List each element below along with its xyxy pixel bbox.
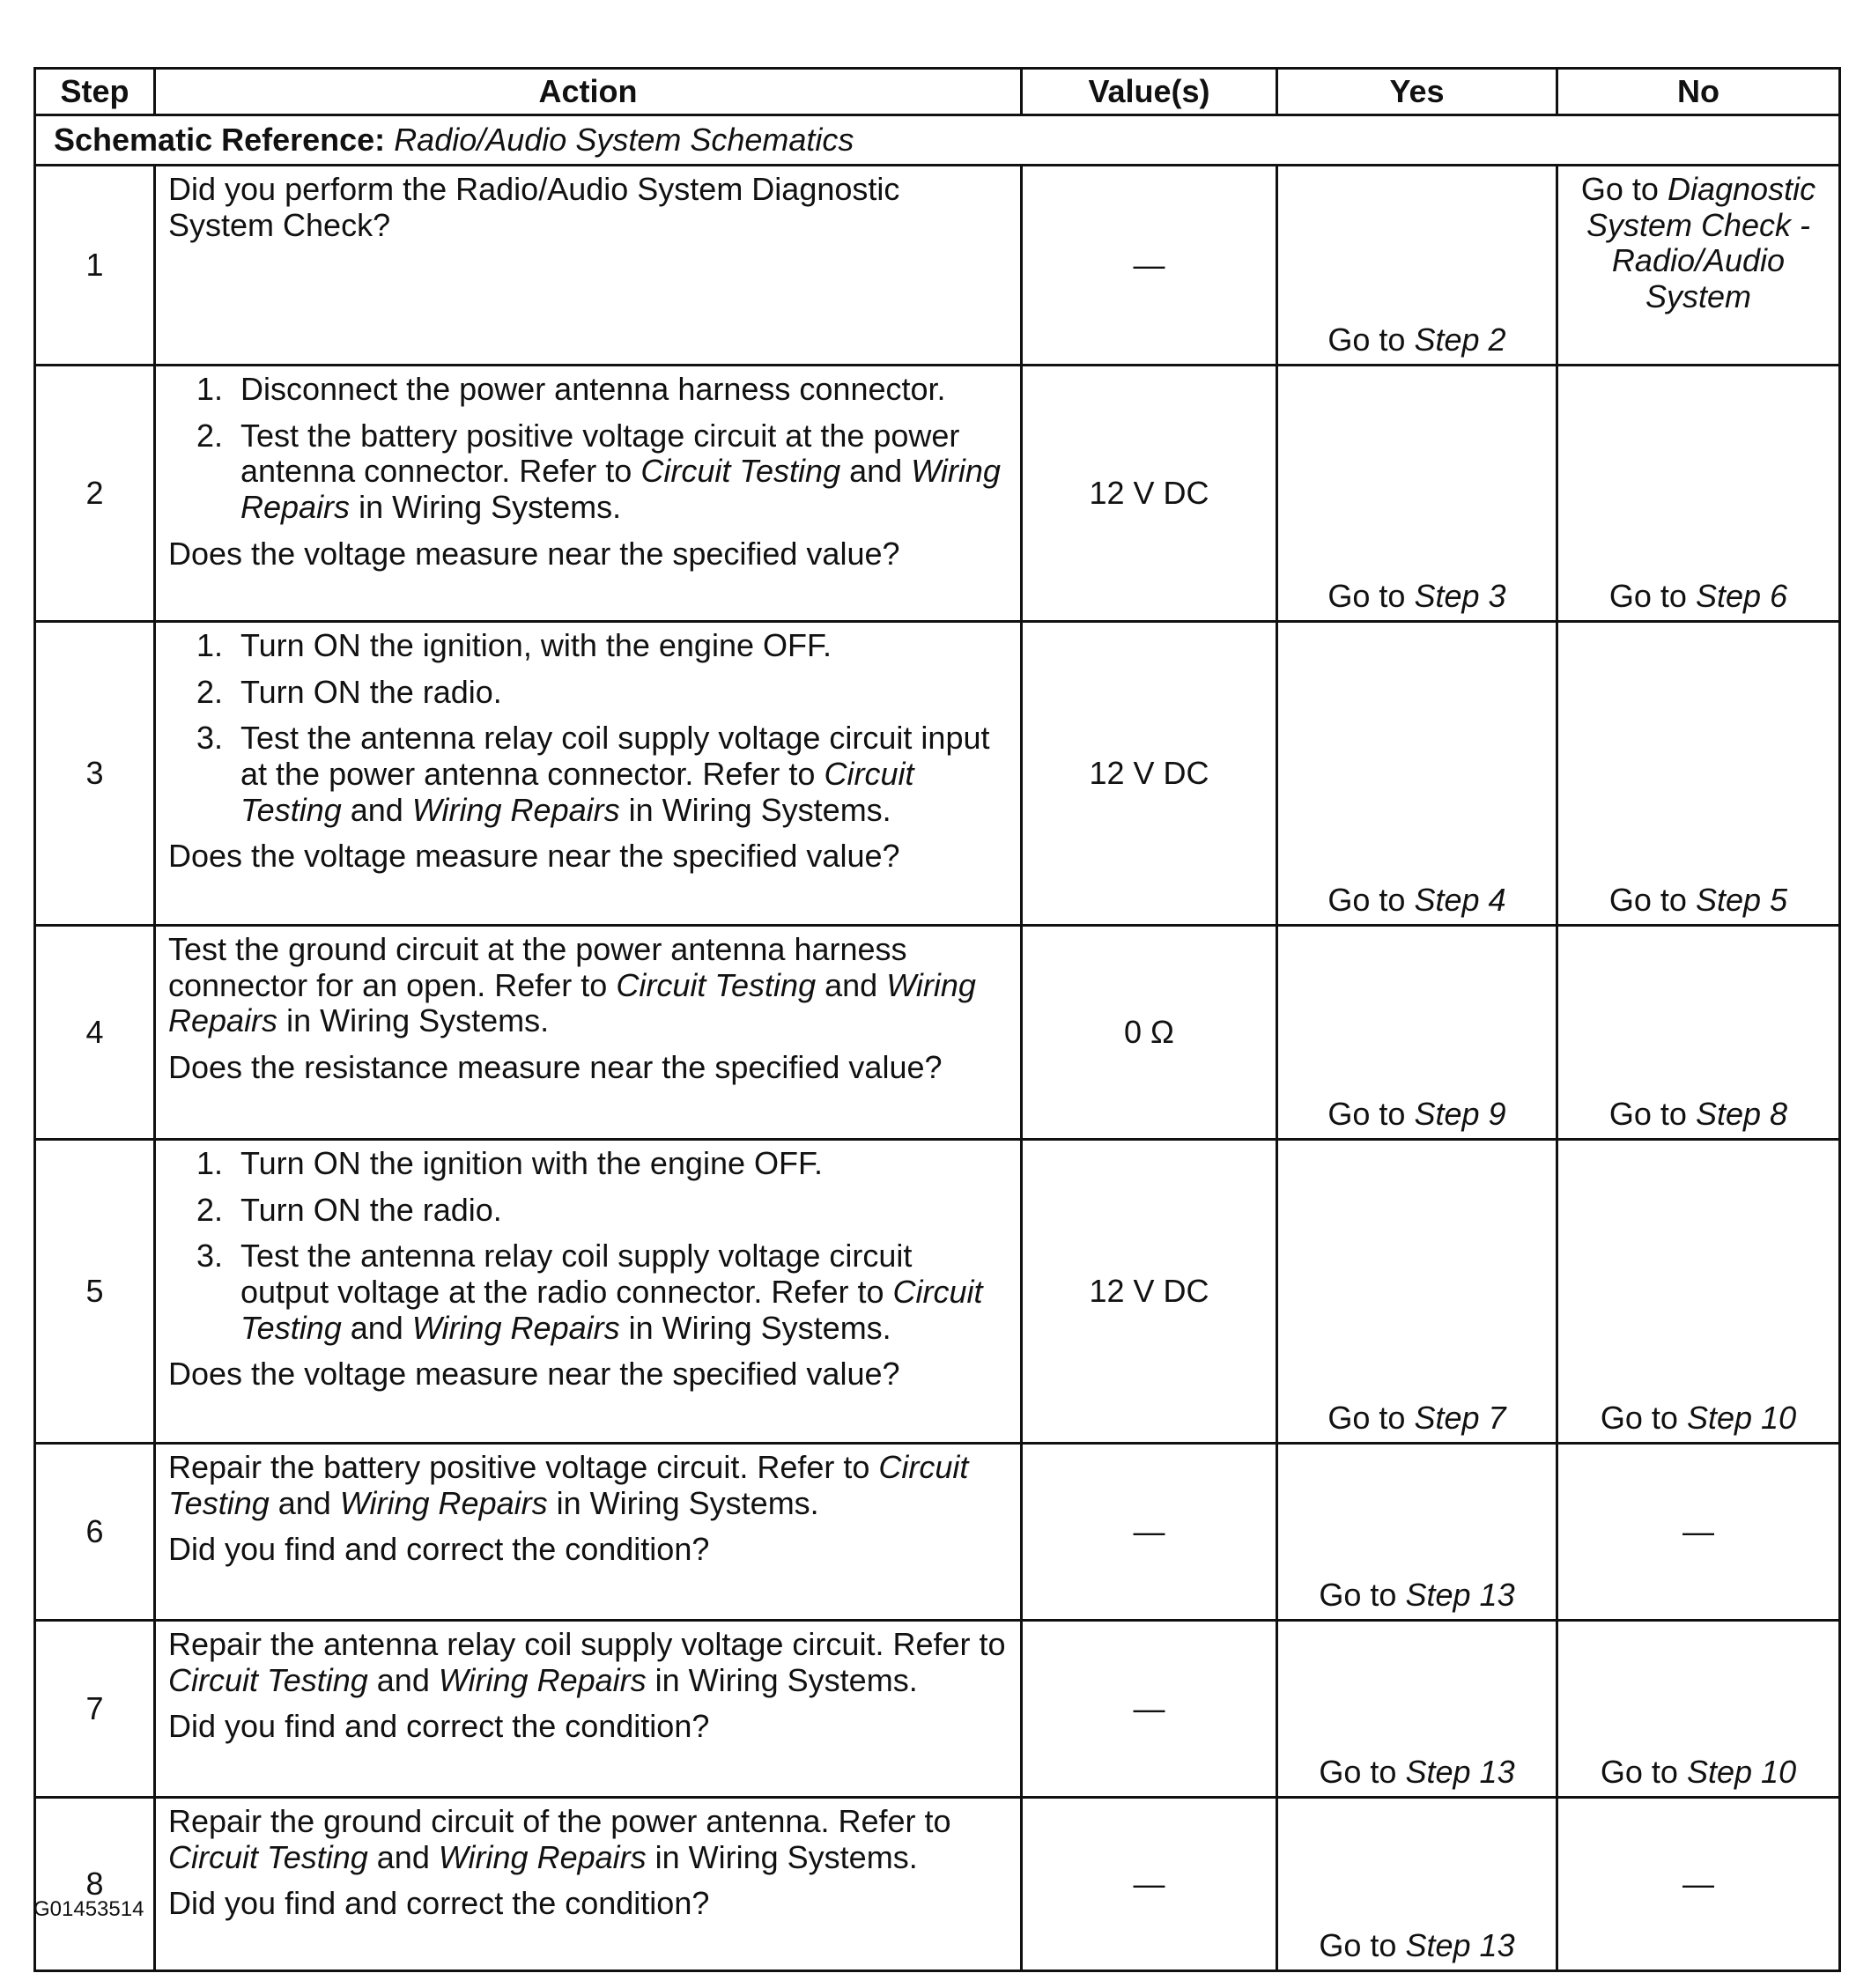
- action-text-tail: in Wiring Systems.: [654, 1661, 918, 1698]
- no-cell: [1557, 1621, 1840, 1798]
- item-number: 3.: [196, 720, 224, 757]
- item-text-tail: in Wiring Systems.: [359, 489, 622, 526]
- item-text: Test the antenna relay coil supply voltage circuit input at the power antenna connector. Refer to: [240, 720, 990, 793]
- no-prefix: Go to: [1600, 1754, 1678, 1791]
- action-question: Did you find and correct the condition?: [168, 1708, 710, 1745]
- no-cell: —: [1557, 1798, 1840, 1971]
- header-action: Action: [155, 69, 1022, 115]
- header-values: Value(s): [1022, 69, 1277, 115]
- no-link[interactable]: Step 6: [1695, 578, 1788, 615]
- item-and: and: [350, 791, 403, 828]
- no-cell: [1557, 926, 1840, 1140]
- action-step-item: [168, 721, 1008, 828]
- circuit-testing-link[interactable]: Circuit Testing: [168, 1838, 368, 1875]
- yes-cell: [1277, 622, 1557, 926]
- yes-cell: [1277, 1798, 1557, 1971]
- header-yes: Yes: [1277, 69, 1557, 115]
- step-number: 7: [35, 1621, 155, 1798]
- wiring-repairs-link[interactable]: Wiring Repairs: [411, 791, 620, 828]
- value-cell: —: [1022, 1444, 1277, 1621]
- yes-cell: [1277, 1140, 1557, 1444]
- no-prefix: Go to: [1608, 882, 1687, 919]
- schematic-reference-link[interactable]: Radio/Audio System Schematics: [394, 121, 854, 158]
- action-question: Does the voltage measure near the specified value?: [168, 535, 900, 572]
- action-and: and: [376, 1838, 430, 1875]
- value-cell: —: [1022, 1798, 1277, 1971]
- action-text: Test the ground circuit at the power antenna harness connector for an open. Refer to: [168, 931, 907, 1003]
- action-cell: [155, 1621, 1022, 1798]
- yes-link[interactable]: Step 13: [1405, 1577, 1515, 1614]
- action-and: and: [277, 1484, 331, 1521]
- wiring-repairs-link[interactable]: Wiring Repairs: [438, 1661, 647, 1698]
- yes-link[interactable]: Step 2: [1414, 321, 1506, 358]
- value-cell: 12 V DC: [1022, 1140, 1277, 1444]
- schematic-reference: [35, 115, 1840, 166]
- wiring-repairs-link[interactable]: Wiring Repairs: [438, 1838, 647, 1875]
- value-cell: 0 Ω: [1022, 926, 1277, 1140]
- no-link[interactable]: Step 8: [1695, 1096, 1788, 1133]
- action-steps: [168, 372, 1008, 526]
- action-step-item: [168, 628, 1008, 664]
- table-row: [35, 622, 1840, 926]
- step-number: 4: [35, 926, 155, 1140]
- action-step-item: [168, 372, 1008, 408]
- item-text: Turn ON the radio.: [240, 1191, 502, 1228]
- yes-prefix: Go to: [1319, 1577, 1397, 1614]
- no-cell: [1557, 166, 1840, 366]
- action-paragraph: [168, 1627, 1008, 1698]
- wiring-repairs-link[interactable]: Wiring Repairs: [168, 966, 976, 1039]
- item-number: 2.: [196, 417, 224, 454]
- no-link[interactable]: Step 10: [1686, 1754, 1797, 1791]
- header-step: Step: [35, 69, 155, 115]
- circuit-testing-link[interactable]: Circuit Testing: [168, 1449, 969, 1521]
- yes-cell: [1277, 926, 1557, 1140]
- yes-cell: [1277, 1621, 1557, 1798]
- wiring-repairs-link[interactable]: Wiring Repairs: [411, 1309, 620, 1346]
- step-number: 5: [35, 1140, 155, 1444]
- step-number: 6: [35, 1444, 155, 1621]
- item-text: Turn ON the ignition with the engine OFF.: [240, 1145, 823, 1181]
- value-cell: —: [1022, 1621, 1277, 1798]
- item-number: 2.: [196, 673, 224, 710]
- no-link[interactable]: Step 5: [1695, 882, 1788, 919]
- action-cell: [155, 166, 1022, 366]
- action-step-item: [168, 1146, 1008, 1182]
- figure-id: G01453514: [33, 1897, 144, 1921]
- schematic-reference-label: Schematic Reference:: [54, 121, 386, 158]
- yes-link[interactable]: Step 13: [1405, 1754, 1515, 1791]
- action-step-item: [168, 1238, 1008, 1346]
- item-text: Disconnect the power antenna harness connector.: [240, 371, 946, 407]
- header-no: No: [1557, 69, 1840, 115]
- action-question: Did you find and correct the condition?: [168, 1885, 710, 1922]
- action-cell: [155, 926, 1022, 1140]
- no-link[interactable]: Diagnostic System Check - Radio/Audio System: [1586, 171, 1816, 315]
- item-number: 1.: [196, 627, 224, 663]
- action-question: Does the voltage measure near the specified value?: [168, 838, 900, 875]
- action-question: Did you find and correct the condition?: [168, 1531, 710, 1568]
- item-text: Test the battery positive voltage circuit at the power antenna connector. Refer to: [240, 417, 960, 490]
- step-number: 8: [35, 1798, 155, 1971]
- no-prefix: Go to: [1608, 1096, 1687, 1133]
- step-number: 2: [35, 366, 155, 622]
- action-paragraph: [168, 1450, 1008, 1521]
- diagnostic-table: [33, 67, 1841, 1972]
- table-row: [35, 366, 1840, 622]
- action-cell: [155, 1140, 1022, 1444]
- action-text-tail: in Wiring Systems.: [556, 1484, 819, 1521]
- wiring-repairs-link[interactable]: Wiring Repairs: [339, 1484, 548, 1521]
- action-text-tail: in Wiring Systems.: [286, 1002, 550, 1039]
- action-question: Does the voltage measure near the specified value?: [168, 1356, 900, 1393]
- no-prefix: Go to: [1600, 1400, 1678, 1437]
- action-text: Repair the ground circuit of the power antenna. Refer to: [168, 1803, 951, 1839]
- table-row: [35, 1444, 1840, 1621]
- action-steps: [168, 628, 1008, 828]
- no-cell: —: [1557, 1444, 1840, 1621]
- no-link[interactable]: Step 10: [1686, 1400, 1797, 1437]
- no-cell: [1557, 366, 1840, 622]
- yes-prefix: Go to: [1319, 1927, 1397, 1964]
- action-and: and: [376, 1661, 430, 1698]
- action-steps: [168, 1146, 1008, 1346]
- yes-link[interactable]: Step 7: [1414, 1400, 1506, 1437]
- wiring-repairs-link[interactable]: Wiring Repairs: [240, 453, 1001, 526]
- action-text: Repair the battery positive voltage circuit. Refer to: [168, 1449, 870, 1485]
- circuit-testing-link[interactable]: Circuit Testing: [640, 453, 841, 490]
- action-step-item: [168, 675, 1008, 711]
- action-paragraph: [168, 1804, 1008, 1875]
- item-number: 1.: [196, 371, 224, 407]
- action-step-item: [168, 1193, 1008, 1229]
- yes-prefix: Go to: [1327, 1096, 1406, 1133]
- item-text: Test the antenna relay coil supply voltage circuit output voltage at the radio connector. Refer to: [240, 1238, 913, 1311]
- action-paragraph: [168, 932, 1008, 1039]
- value-cell: 12 V DC: [1022, 622, 1277, 926]
- item-number: 3.: [196, 1238, 224, 1275]
- item-text: Turn ON the radio.: [240, 673, 502, 710]
- action-text: Did you perform the Radio/Audio System Diagnostic System Check?: [168, 171, 900, 243]
- header-row: [35, 69, 1840, 115]
- yes-link[interactable]: Step 9: [1414, 1096, 1506, 1133]
- item-and: and: [849, 453, 903, 490]
- yes-prefix: Go to: [1327, 321, 1406, 358]
- no-prefix: Go to: [1580, 171, 1659, 207]
- table-row: [35, 166, 1840, 366]
- action-cell: [155, 1444, 1022, 1621]
- step-number: 3: [35, 622, 155, 926]
- yes-cell: [1277, 366, 1557, 622]
- table-row: [35, 1798, 1840, 1971]
- yes-prefix: Go to: [1327, 578, 1406, 615]
- no-cell: [1557, 622, 1840, 926]
- value-cell: —: [1022, 166, 1277, 366]
- no-prefix: Go to: [1608, 578, 1687, 615]
- item-number: 1.: [196, 1145, 224, 1181]
- action-cell: [155, 1798, 1022, 1971]
- circuit-testing-link[interactable]: Circuit Testing: [240, 756, 914, 828]
- circuit-testing-link[interactable]: Circuit Testing: [240, 1274, 983, 1346]
- no-cell: [1557, 1140, 1840, 1444]
- item-text-tail: in Wiring Systems.: [628, 1309, 891, 1346]
- yes-cell: [1277, 166, 1557, 366]
- action-and: and: [825, 966, 878, 1003]
- action-text-tail: in Wiring Systems.: [654, 1838, 918, 1875]
- yes-prefix: Go to: [1327, 1400, 1406, 1437]
- table-row: [35, 1621, 1840, 1798]
- circuit-testing-link[interactable]: Circuit Testing: [168, 1661, 368, 1698]
- action-cell: [155, 622, 1022, 926]
- action-cell: [155, 366, 1022, 622]
- step-number: 1: [35, 166, 155, 366]
- action-text: Repair the antenna relay coil supply voltage circuit. Refer to: [168, 1626, 1006, 1662]
- yes-link[interactable]: Step 4: [1414, 882, 1506, 919]
- yes-link[interactable]: Step 3: [1414, 578, 1506, 615]
- circuit-testing-link[interactable]: Circuit Testing: [616, 966, 817, 1003]
- table-row: [35, 926, 1840, 1140]
- item-and: and: [350, 1309, 403, 1346]
- item-text-tail: in Wiring Systems.: [628, 791, 891, 828]
- value-cell: 12 V DC: [1022, 366, 1277, 622]
- item-number: 2.: [196, 1191, 224, 1228]
- yes-prefix: Go to: [1319, 1754, 1397, 1791]
- table-row: [35, 1140, 1840, 1444]
- yes-prefix: Go to: [1327, 882, 1406, 919]
- yes-cell: [1277, 1444, 1557, 1621]
- action-step-item: [168, 418, 1008, 526]
- action-question: Does the resistance measure near the specified value?: [168, 1049, 943, 1086]
- item-text: Turn ON the ignition, with the engine OFF.: [240, 627, 832, 663]
- schematic-reference-row: [35, 115, 1840, 166]
- yes-link[interactable]: Step 13: [1405, 1927, 1515, 1964]
